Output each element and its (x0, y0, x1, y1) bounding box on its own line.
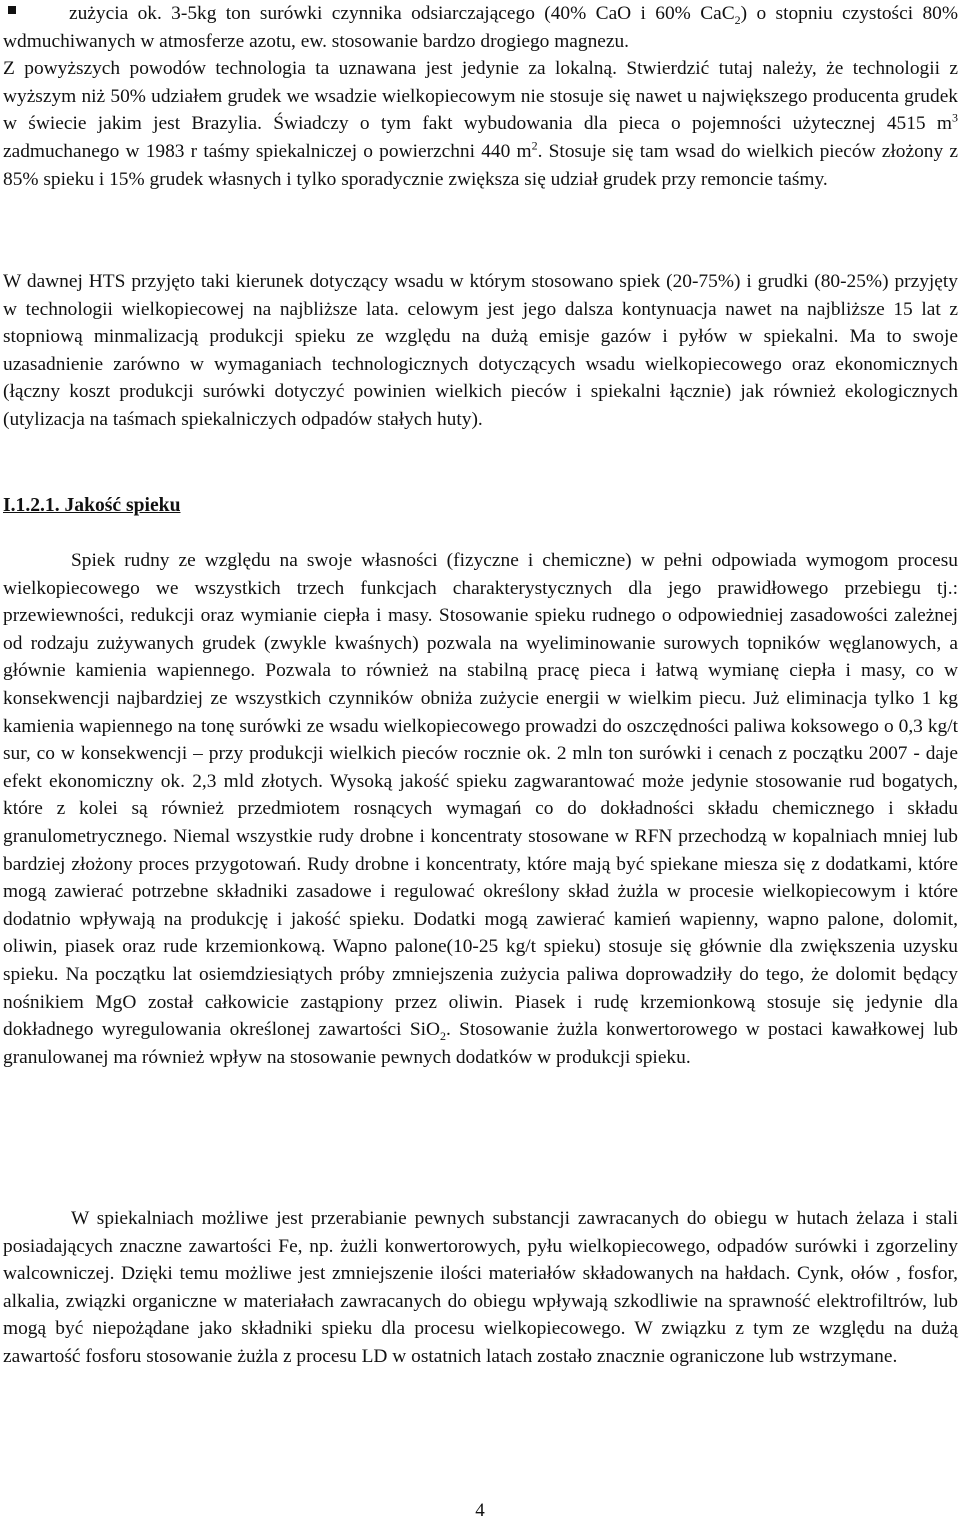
p3-text-b: . Stosowanie żużla konwertorowego w postaci kawałkowej lub granulowanej ma również wpływ na stosowanie pewnych dodatków w produkcji spieku. (3, 1019, 958, 1068)
p1-superscript-2: 2 (531, 138, 538, 153)
p1-text-c: Z powyższych powodów technologia ta uznawana jest jedynie za lokalną. Stwierdzić tutaj należy, że technologii z wyższym niż 50% udziałem grudek we wsadzie wielkopiecowym nie stosuje się nawet u największego producenta grudek w świecie jakim jest Brazylia. Świadczy o tym fakt wybudowania dla pieca o pojemności użytecznej 4515 m (3, 58, 958, 135)
p1-text-d: zadmuchanego w 1983 r taśmy spiekalniczej o powierzchni 440 m (3, 140, 532, 162)
p3-text-a: Spiek rudny ze względu na swoje własności (fizyczne i chemiczne) w pełni odpowiada wymogom procesu wielkopiecowego we wszystkich trzech funkcjach charakterystycznych dla jego prawidłowego przebiegu tj.: przewiewności, redukcji oraz wymianie ciepła i masy. Stosowanie spieku rudnego o odpowiedniej zasadowości zależnej od rodzaju zużywanych grudek (zwykle kwaśnych) pozwala na wyeliminowanie surowych topników węglanowych, a głównie kamienia wapiennego. Pozwala to również na stabilną pracę pieca i łatwą wymianę ciepła i masy, co w konsekwencji najbardziej ze wszystkich czynników obniża zużycie energii w wielkim piecu. Już eliminacja tylko 1 kg kamienia wapiennego na tonę surówki ze wsadu wielkopiecowego prowadzi do oszczędności paliwa koksowego o 0,3 kg/t sur, co w konsekwencji – przy produkcji wielkich pieców rocznie ok. 2 mln ton surówki i cenach z początku 2007 - daje efekt ekonomiczny ok. 2,3 mld złotych. Wysoką jakość spieku zagwarantować może jedynie stosowanie rud bogatych, które z kolei są również przedmiotem rosnących wymagań co do dokładności składu chemicznego i składu granulometrycznego. Niemal wszystkie rudy drobne i koncentraty stosowane w RFN przechodzą w kopalniach mniej lub bardziej złożony proces przygotowań. Rudy drobne i koncentraty, które mają być spiekane miesza się z dodatkami, które mogą zawierać potrzebne składniki zasadowe i regulować określony skład żużla w procesie wielkopiecowym i które dodatnio wpływają na produkcję i jakość spieku. Dodatki mogą zawierać kamień wapienny, wapno palone, dolomit, oliwin, piasek oraz rude krzemionkową. Wapno palone(10-25 kg/t spieku) stosuje się głównie dla zwiększenia uzysku spieku. Na początku lat osiemdziesiątych próby zmniejszenia zużycia paliwa doprowadziły do tego, że dolomit będący nośnikiem MgO został całkowicie zastąpiony przez oliwin. Piasek i rudę krzemionkową stosuje się jedynie dla dokładnego wyregulowania określonej zawartości SiO (3, 550, 958, 1041)
section-heading: I.1.2.1. Jakość spieku (3, 495, 181, 516)
p1-superscript-1: 3 (952, 110, 958, 125)
paragraph-4 (3, 1205, 958, 1371)
p1-text-e: . Stosuje się tam wsad do wielkich pieców złożony z 85% spieku i 15% grudek własnych i tylko sporadycznie zwiększa się udział grudek przy remoncie taśmy. (3, 140, 958, 190)
paragraph-2 (3, 268, 958, 434)
paragraph-3 (3, 547, 958, 1071)
p4-text: W spiekalniach możliwe jest przerabianie pewnych substancji zawracanych do obiegu w hutach żelaza i stali posiadających znaczne zawartości Fe, np. żużli konwertorowych, pyłu wielkopiecowego, odpadów surówki i zgorzeliny walcowniczej. Dzięki temu możliwe jest zmniejszenie ilości materiałów składowanych na hałdach. Cynk, ołów , fosfor, alkalia, związki organiczne w materiałach zawracanych do obiegu wpływają szkodliwie na sprawność elektrofiltrów, lub mogą być niepożądane jako składniki spieku dla procesu wielkopiecowego. W związku z tym ze względu na dużą zawartość fosforu stosowanie żużla z procesu LD w ostatnich latach zostało znacznie ograniczone lub wstrzymane. (3, 1208, 958, 1367)
p1-subscript: 2 (734, 12, 741, 27)
p1-text-a: zużycia ok. 3-5kg ton surówki czynnika odsiarczającego (40% CaO i 60% CaC (69, 3, 735, 24)
p3-subscript: 2 (440, 1028, 447, 1043)
paragraph-1 (3, 0, 958, 193)
page-number: 4 (475, 1500, 485, 1521)
square-bullet-icon (8, 6, 16, 14)
p2-text: W dawnej HTS przyjęto taki kierunek dotyczący wsadu w którym stosowano spiek (20-75%) i grudki (80-25%) przyjęty w technologii wielkopiecowej na najbliższe lata. celowym jest jego dalsza kontynuacja nawet na najbliższe 15 lat z stopniową minmalizacją produkcji spieku ze względu na dużą emisje gazów i pyłów w spiekalni. Ma to swoje uzasadnienie zarówno w wymaganiach technologicznych dotyczących wsadu wielkopiecowego oraz ekonomicznych (łączny koszt produkcji surówki dotyczyć powinien wielkich pieców i spiekalni łącznie) jak również ekologicznych (utylizacja na taśmach spiekalniczych odpadów stałych huty). (3, 271, 958, 430)
p1-text-b: ) o stopniu czystości 80% wdmuchiwanych w atmosferze azotu, ew. stosowanie bardzo drogiego magnezu. (3, 3, 958, 52)
